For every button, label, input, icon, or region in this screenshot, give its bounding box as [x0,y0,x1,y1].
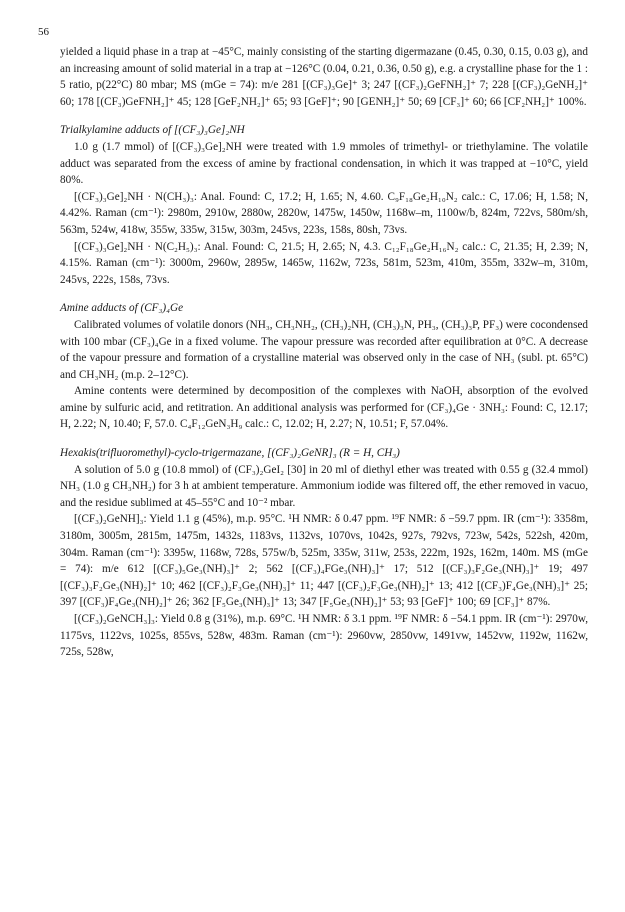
amine-contents-analysis: Amine contents were determined by decomposition of the complexes with NaOH, absorption of the evolved amine by sulfuric acid, and retitration. An additional analysis was performed for (CF₃)₄Ge · 3NH₃: Found: C, 12.17; H, 2.22; N, 10.40; F, 57.0. C₄F₁₂GeN₃H₉ calc.: C, 12.02; H, 2.27; N, 10.51; F, 57.04%. [60,385,588,431]
amine-adducts-procedure: Calibrated volumes of volatile donors (NH₃, CH₃NH₂, (CH₃)₂NH, (CH₃)₃N, PH₃, (CH₃)₃P, PF₃) were cocondensed with 100 mbar (CF₃)₄Ge in a fixed volume. The vapour pressure was recorded after equilibration at 0°C. A decrease of the vapour pressure and formation of a crystalline material was observed only in the case of NH₃ (subl. pt. 65°C) and CH₃NH₂ (m.p. 2–12°C). [60,318,588,381]
triethylamine-adduct-data: [(CF₃)₃Ge]₂NH · N(C₂H₅)₃: Anal. Found: C, 21.5; H, 2.65; N, 4.3. C₁₂F₁₈Ge₂H₁₆N₂ calc.: C, 21.35; H, 2.39; N, 4.15%. Raman (cm⁻¹): 3000m, 2960w, 2895w, 1465w, 1162w, 723s, 581m, 523m, 410m, 355m, 332w–m, 310m, 245vs, 222s, 158s, 73vs. [60,240,588,286]
intro-paragraph: yielded a liquid phase in a trap at −45°C, mainly consisting of the starting digermazane (0.45, 0.30, 0.15, 0.03 g), and an increasing amount of solid material in a trap at −126°C (0.04, 0.21, 0.36, 0.50 g), e.g. a crystalline phase for the 1 : 5 ratio, p(22°C) 80 mbar; MS (mGe = 74): m/e 281 [(CF₃)₃Ge]⁺ 3; 247 [(CF₃)₂GeFNH₂]⁺ 7; 228 [(CF₃)₂GeNH₂]⁺ 60; 178 [(CF₃)GeFNH₂]⁺ 45; 128 [GeF₂NH₂]⁺ 65; 93 [GeF]⁺; 90 [GENH₂]⁺ 50; 69 [CF₃]⁺ 60; 66 [CF₂NH₂]⁺ 100%. [60,46,588,108]
section-heading-amine-adducts: Amine adducts of (CF₃)₄Ge [60,302,184,315]
trimethylamine-adduct-data: [(CF₃)₃Ge]₂NH · N(CH₃)₃: Anal. Found: C, 17.2; H, 1.65; N, 4.60. C₉F₁₈Ge₂H₁₀N₂ calc.: C, 17.06; H, 1.58; N, 4.42%. Raman (cm⁻¹): 2980m, 2910w, 2880w, 2820w, 1475w, 1450w, 1168w–m, 1100w/b, 824m, 722vs, 580m/sh, 563m, 524w, 418w, 355w, 335w, 315w, 303m, 245vs, 223s, 158s, 80sh, 73vs. [60,190,588,236]
page-body [60,44,588,661]
hexakis-procedure: A solution of 5.0 g (10.8 mmol) of (CF₃)₂GeI₂ [30] in 20 ml of diethyl ether was treated with 0.55 g (32.4 mmol) NH₃ (1.0 g CH₃NH₂) for 3 h at ambient temperature. Ammonium iodide was filtered off, the ether removed in vacuo, and the residue sublimed at 45–55°C and 10⁻² mbar. [60,463,588,509]
trialkylamine-procedure: 1.0 g (1.7 mmol) of [(CF₃)₃Ge]₂NH were treated with 1.9 mmoles of trimethyl- or triethylamine. The volatile adduct was separated from the excess of amine by fractional condensation, in which it was trapped at −10°C, yield 80%. [60,140,588,187]
section-heading-hexakis: Hexakis(trifluoromethyl)-cyclo-trigermazane, [(CF₃)₂GeNR]₃ (R = H, CH₃) [60,447,400,460]
nh-trigermazane-data: [(CF₃)₂GeNH]₃: Yield 1.1 g (45%), m.p. 95°C. ¹H NMR: δ 0.47 ppm. ¹⁹F NMR: δ −59.7 ppm. IR (cm⁻¹): 3358m, 3180m, 3005m, 2815m, 1475m, 1432s, 1183vs, 1132vs, 1070vs, 1042s, 927s, 792vs, 723w, 542s, 522sh, 420m, 304m. Raman (cm⁻¹): 3395w, 1168w, 728s, 575w/b, 525m, 335w, 311w, 253s, 222m, 192s, 162m, 140m. MS (mGe = 74): m/e 612 [(CF₃)₅Ge₃(NH)₃]⁺ 2; 562 [(CF₃)₄FGe₃(NH)₃]⁺ 17; 512 [(CF₃)₃F₂Ge₃(NH)₃]⁺ 19; 497 [(CF₃)₃F₂Ge₃(NH)₂]⁺ 10; 462 [(CF₃)₂F₃Ge₃(NH)₃]⁺ 11; 447 [(CF₃)₂F₃Ge₃(NH)₂]⁺ 13; 412 [(CF₃)F₄Ge₃(NH)₃]⁺ 25; 397 [(CF₃)F₄Ge₃(NH)₂]⁺ 26; 362 [F₅Ge₃(NH)₃]⁺ 13; 347 [F₅Ge₃(NH)₂]⁺ 53; 93 [GeF]⁺ 100; 69 [CF₃]⁺ 87%. [60,513,588,609]
nch3-trigermazane-data: [(CF₃)₂GeNCH₃]₃: Yield 0.8 g (31%), m.p. 69°C. ¹H NMR: δ 3.1 ppm. ¹⁹F NMR: δ −54.1 ppm. IR (cm⁻¹): 2970w, 1175vs, 1122vs, 1025s, 855vs, 528w, 483m. Raman (cm⁻¹): 2960vw, 2850vw, 1491vw, 1452vw, 1192w, 1162w, 725s, 528w, [60,613,588,659]
page-number: 56 [38,26,49,38]
section-heading-trialkylamine: Trialkylamine adducts of [(CF₃)₃Ge]₂NH [60,124,245,137]
